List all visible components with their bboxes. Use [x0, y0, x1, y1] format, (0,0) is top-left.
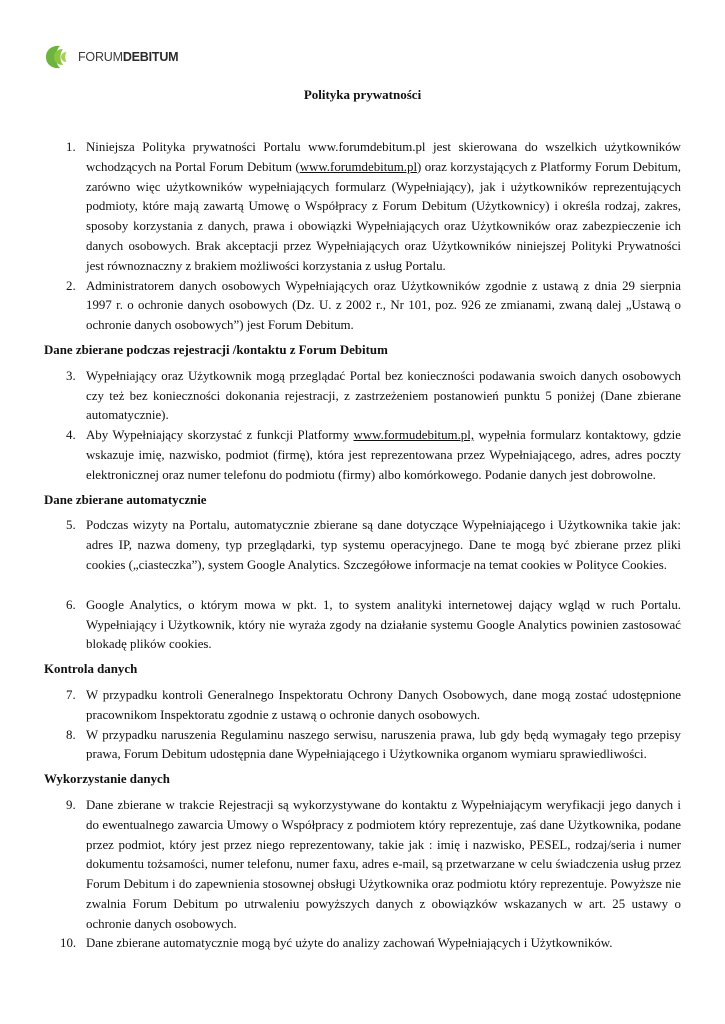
section-heading-automatyczne: Dane zbierane automatycznie	[44, 492, 207, 507]
policy-content	[44, 138, 681, 954]
list-item: 4. Aby Wypełniający skorzystać z funkcji Platformy www.formudebitum.pl, wypełnia formularz kontaktowy, gdzie wskazuje imię, nazwisko, podmiot (firmę), która jest reprezentowana przez Wypełniającego, adres, adres poczty elektronicznej oraz numer telefonu do podmiotu (firmy) albo komórkowego. Podanie danych jest dobrowolne.	[66, 428, 681, 482]
list-item: 1. Niniejsza Polityka prywatności Portalu www.forumdebitum.pl jest skierowana do wszelkich użytkowników wchodzących na Portal Forum Debitum (www.forumdebitum.pl) oraz korzystających z Platformy Forum Debitum, zarówno więc użytkowników wypełniających formularz (Wypełniający), jak i użytkowników reprezentujących podmioty, które mają zawartą Umowę o Współpracy z Forum Debitum (Użytkownicy) i określa rodzaj, zakres, sposoby korzystania z danych, prawa i obowiązki Wypełniających oraz Użytkowników oraz zabezpieczenie ich danych osobowych. Brak akceptacji przez Wypełniających oraz Użytkowników niniejszej Polityki Prywatności jest równoznaczny z brakiem możliwości korzystania z usług Portalu.	[66, 140, 681, 273]
list-item: 6. Google Analytics, o którym mowa w pkt. 1, to system analityki internetowej dający wgląd w ruch Portalu. Wypełniający i Użytkownik, który nie wyraża zgody na działanie systemu Google Analytics powinien zastosować blokadę plików cookies.	[66, 597, 681, 652]
leaf-icon	[44, 43, 74, 71]
list-item: 2. Administratorem danych osobowych Wypełniających oraz Użytkowników zgodnie z ustawą z dnia 29 sierpnia 1997 r. o ochronie danych osobowych (Dz. U. z 2002 r., Nr 101, poz. 926 ze zmianami, zwaną dalej „Ustawą o ochronie danych osobowych”) jest Forum Debitum.	[66, 278, 681, 333]
section-heading-kontrola: Kontrola danych	[44, 662, 138, 677]
spacer	[44, 576, 681, 596]
forum-debitum-logo	[44, 40, 178, 74]
section-heading-rejestracja: Dane zbierane podczas rejestracji /kontaktu z Forum Debitum	[44, 342, 388, 357]
list-item: 10. Dane zbierane automatycznie mogą być użyte do analizy zachowań Wypełniających i Użytkowników.	[60, 936, 613, 951]
section-heading-wykorzystanie: Wykorzystanie danych	[44, 772, 170, 787]
page-title: Polityka prywatności	[303, 87, 422, 102]
list-item: 3. Wypełniający oraz Użytkownik mogą przeglądać Portal bez konieczności podawania swoich danych osobowych czy też bez konieczności dokonania rejestracji, z zastrzeżeniem postanowień punktu 5 poniżej (Dane zbierane automatycznie).	[66, 368, 681, 423]
logo-text: FORUMDEBITUM	[78, 49, 179, 64]
list-item: 8. W przypadku naruszenia Regulaminu naszego serwisu, naruszenia prawa, lub gdy będą wymagały tego przepisy prawa, Forum Debitum udostępnia dane Wypełniającego i Użytkownika organom wymiaru sprawiedliwości.	[66, 727, 681, 762]
formudebitum-link[interactable]: www.formudebitum.pl,	[353, 428, 475, 443]
list-item: 5. Podczas wizyty na Portalu, automatycznie zbierane są dane dotyczące Wypełniającego i Użytkownika takie jak: adres IP, nazwa domeny, typ przeglądarki, typ systemu operacyjnego. Dane te mogą być zbierane przez pliki cookies („ciasteczka”), system Google Analytics. Szczegółowe informacje na temat cookies w Polityce Cookies.	[66, 518, 681, 572]
list-item: 9. Dane zbierane w trakcie Rejestracji są wykorzystywane do kontaktu z Wypełniającym weryfikacji jego danych i do ewentualnego zawarcia Umowy o Współpracy z podmiotem który reprezentuje, zaś dane Użytkownika, podane przez podmiot, który jest przez niego reprezentowany, takie jak : imię i nazwisko, PESEL, rodzaj/seria i numer dokumentu tożsamości, numer telefonu, numer faxu, adres e-mail, są przetwarzane w celu świadczenia usług przez Forum Debitum i do zapewnienia stosownej obsługi Użytkownika oraz podmiotu który reprezentuje. Powyższe nie zwalnia Forum Debitum po utrwaleniu powyższych danych z obowiązków wskazanych w art. 25 ustawy o ochronie danych osobowych.	[66, 797, 681, 931]
forumdebitum-link[interactable]: www.forumdebitum.pl	[299, 159, 418, 174]
list-item: 7. W przypadku kontroli Generalnego Inspektoratu Ochrony Danych Osobowych, dane mogą zostać udostępnione pracownikom Inspektoratu zgodnie z ustawą o ochronie danych osobowych.	[66, 687, 681, 722]
